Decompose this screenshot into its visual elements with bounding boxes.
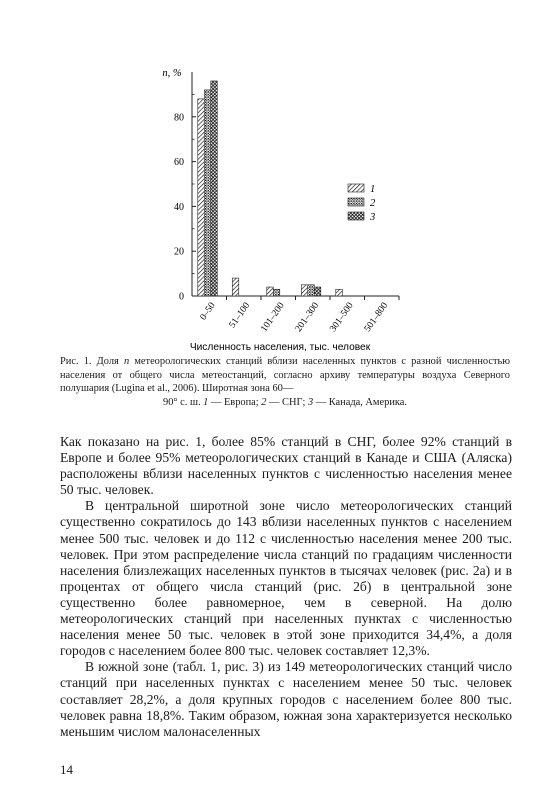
bar-2-101–200 bbox=[273, 289, 280, 296]
y-tick-label: 60 bbox=[174, 157, 184, 169]
bar-3-201–300 bbox=[314, 287, 321, 296]
legend-label-1: 1 bbox=[370, 184, 376, 195]
caption-n: n bbox=[123, 356, 130, 367]
y-axis-label: n, % bbox=[162, 68, 182, 79]
x-axis-label: Численность населения, тыс. человек bbox=[189, 342, 371, 353]
legend-swatch-1 bbox=[348, 184, 364, 192]
y-tick-label: 40 bbox=[174, 201, 184, 213]
bar-chart bbox=[140, 60, 430, 360]
paragraph-1: Как показано на рис. 1, более 85% станций в СНГ, более 92% станций в Европе и более 95% метеорологических станций в Канаде и США (Аляска) расположены вблизи населенных пунктов с численностью населения менее 50 тыс. человек. bbox=[60, 434, 512, 498]
caption-last-line: 90° с. ш. 1 — Европа; 2 — СНГ; 3 — Канада, Америка. bbox=[163, 396, 407, 408]
caption-prefix: Рис. 1. Доля bbox=[60, 356, 124, 367]
bar-1-201–300 bbox=[301, 285, 308, 296]
x-tick-label: 501–800 bbox=[362, 300, 391, 334]
bar-2-201–300 bbox=[308, 285, 315, 296]
x-tick-label: 0–50 bbox=[198, 300, 218, 323]
paragraph-2: В центральной широтной зоне число метеорологических станций существенно сократилось до 143 вблизи населенных пунктов с населением менее 500 тыс. человек и до 112 с численностью населения менее 200 тыс. человек. При этом распределение числа станций по градациям численности населения близлежащих населенных пунктов в тысячах человек (рис. 2а) и в процентах от общего числа станций (рис. 2б) в центральной зоне существенно более равномерное, чем в северной. На долю метеорологических станций при населенных пунктах с численностью населения менее 50 тыс. человек в этой зоне приходится 34,4%, а доля городов с населением более 800 тыс. человек составляет 12,3%. bbox=[60, 498, 512, 659]
legend-swatch-2 bbox=[348, 198, 364, 206]
page-number: 14 bbox=[60, 762, 73, 777]
bar-1-301–500 bbox=[336, 289, 343, 296]
figure-caption bbox=[60, 355, 510, 409]
paragraph-3: В южной зоне (табл. 1, рис. 3) из 149 метеорологических станций число станций при населенных пунктах с населением менее 50 тыс. человек составляет 28,2%, а доля крупных городов с населением более 800 тыс. человек равна 18,8%. Таким образом, южная зона характеризуется несколько меньшим числом малонаселенных bbox=[60, 659, 512, 739]
bar-1-0–50 bbox=[198, 99, 205, 296]
y-tick-label: 20 bbox=[174, 246, 184, 258]
x-tick-label: 201–300 bbox=[293, 300, 322, 334]
caption-text: метеорологических станций вблизи населенных пунктов с разной численностью населения от общего числа метеостанций, согласно архиву температуры воздуха Северного полушария (Lugina et al., 2006). Широтная зона 60— bbox=[60, 356, 510, 394]
legend-swatch-3 bbox=[348, 212, 364, 220]
bar-1-101–200 bbox=[267, 287, 274, 296]
figure-1 bbox=[140, 60, 430, 360]
y-tick-label: 0 bbox=[179, 291, 184, 303]
body-text bbox=[60, 434, 512, 740]
x-tick-label: 301–500 bbox=[328, 300, 356, 334]
legend-label-2: 2 bbox=[370, 198, 376, 209]
bar-2-0–50 bbox=[204, 90, 211, 296]
bar-3-0–50 bbox=[211, 81, 218, 296]
x-tick-label: 51–100 bbox=[227, 300, 253, 331]
bar-1-51–100 bbox=[232, 278, 239, 296]
legend-label-3: 3 bbox=[370, 212, 376, 223]
y-tick-label: 80 bbox=[174, 112, 184, 124]
x-tick-label: 101–200 bbox=[259, 300, 287, 334]
